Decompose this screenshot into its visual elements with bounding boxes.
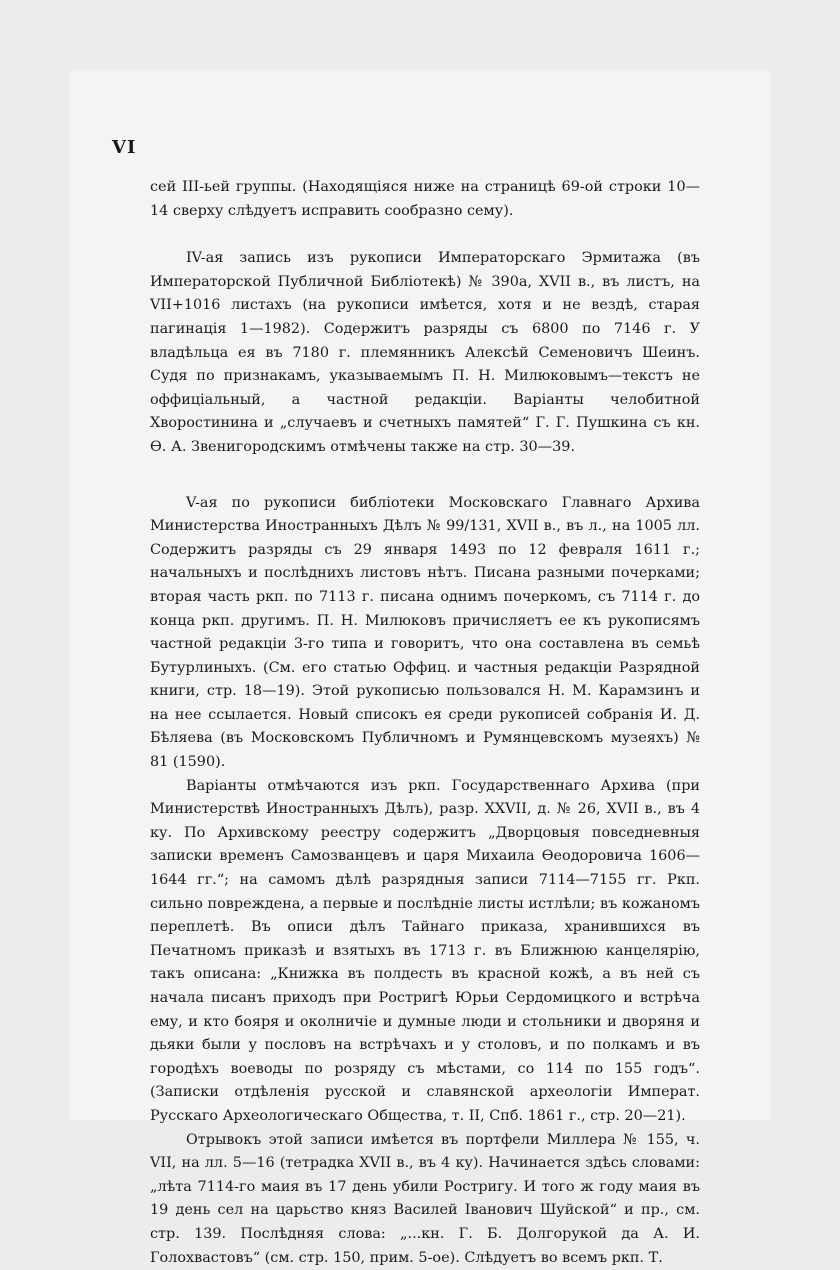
paragraph-1: сей III-ьей группы. (Находящіяся ниже на страницѣ 69-ой строки 10—14 сверху слѣдуетъ исправить сообразно сему). bbox=[150, 179, 700, 219]
paragraph-2: IV-ая запись изъ рукописи Императорскаго Эрмитажа (въ Императорской Публичной Библіотекѣ) № 390а, XVII в., въ листъ, на VII+1016 листахъ (на рукописи имѣется, хотя и не вездѣ, старая пагинація 1—1982). Содержитъ разряды съ 6800 по 7146 г. У владѣльца ея въ 7180 г. племянникъ Алексѣй Семеновичъ Шеинъ. Судя по признакамъ, указываемымъ П. Н. Милюковымъ—текстъ не оффиціальный, а частной редакціи. Варіанты челобитной Хворостинина и „случаевъ и счетныхъ памятей“ Г. Г. Пушкина съ кн. Ѳ. А. Звенигородскимъ отмѣчены также на стр. 30—39. bbox=[150, 250, 700, 455]
page-number: VI bbox=[112, 137, 137, 158]
paragraph-5: Отрывокъ этой записи имѣется въ портфели Миллера № 155, ч. VII, на лл. 5—16 (тетрадка XVII в., въ 4 ку). Начинается здѣсь словами: „лѣта 7114-го маия въ 17 день убили Ростригу. И того ж году маия въ 19 день сел на царьство княз Василей Іванович Шуйской“ и пр., см. стр. 139. Послѣдняя слова: „...кн. Г. Б. Долгорукой да А. И. Голохвастовъ“ (см. стр. 150, прим. 5-ое). Слѣдуетъ во всемъ ркп. Т. bbox=[150, 1131, 700, 1266]
body-text bbox=[150, 176, 700, 1270]
paragraph-4: Варіанты отмѣчаются изъ ркп. Государственнаго Архива (при Министерствѣ Иностранныхъ Дѣлъ), разр. XXVII, д. № 26, XVII в., въ 4 ку. По Архивскому реестру содержитъ „Дворцовыя повседневныя записки временъ Самозванцевъ и царя Михаила Ѳеодоровича 1606—1644 гг.“; на самомъ дѣлѣ разрядныя записи 7114—7155 гг. Ркп. сильно повреждена, а первые и послѣдніе листы истлѣли; въ кожаномъ переплетѣ. Въ описи дѣлъ Тайнаго приказа, хранившихся въ Печатномъ приказѣ и взятыхъ въ 1713 г. въ Ближнюю канцелярію, такъ описана: „Книжка въ полдесть въ красной кожѣ, а въ ней съ начала писанъ приходъ при Ростригѣ Юрьи Сердомицкого и встрѣча ему, и кто бояря и околничіе и думные люди и стольники и дворяня и дьяки были у пословъ на встрѣчахъ и у столовъ, и по полкамъ и въ городѣхъ воеводы по розряду съ мѣстами, со 114 по 155 годъ“. (Записки отдѣленія русской и славянской археологіи Императ. Русскаго Археологическаго Общества, т. II, Спб. 1861 г., стр. 20—21). bbox=[150, 777, 700, 1124]
paragraph-3: V-ая по рукописи библіотеки Московскаго Главнаго Архива Министерства Иностранныхъ Дѣлъ № 99/131, XVII в., въ л., на 1005 лл. Содержитъ разряды съ 29 января 1493 по 12 февраля 1611 г.; начальныхъ и послѣднихъ листовъ нѣтъ. Писана разными почерками; вторая часть ркп. по 7113 г. писана однимъ почеркомъ, съ 7114 г. до конца ркп. другимъ. П. Н. Милюковъ причисляетъ ее къ рукописямъ частной редакціи 3-го типа и говоритъ, что она составлена въ семьѣ Бутурлиныхъ. (См. его статью Оффиц. и частныя редакціи Разрядной книги, стр. 18—19). Этой рукописью пользовался Н. М. Карамзинъ и на нее ссылается. Новый списокъ ея среди рукописей собранія И. Д. Бѣляева (въ Московскомъ Публичномъ и Румянцевскомъ музеяхъ) № 81 (1590). bbox=[150, 494, 700, 771]
